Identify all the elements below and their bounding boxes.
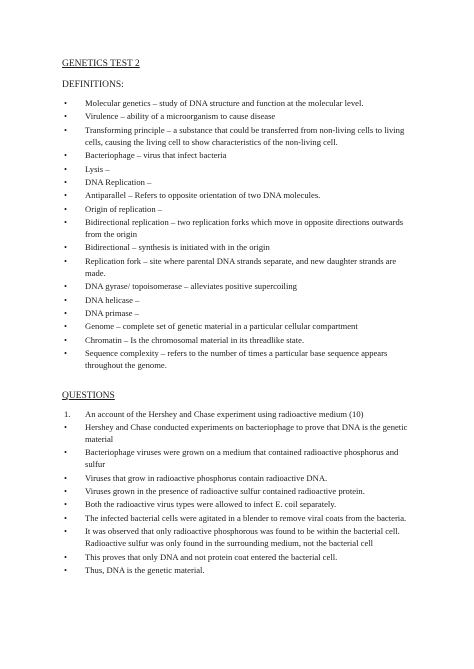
definition-text: Chromatin – Is the chromosomal material in its threadlike state. (85, 334, 305, 345)
answer-item (0, 499, 415, 511)
definition-item (0, 125, 415, 149)
question-text: An account of the Hershey and Chase experiment using radioactive medium (10) (85, 409, 364, 419)
answer-item (0, 552, 415, 564)
bullet-icon: • (64, 472, 68, 483)
definition-item (0, 217, 415, 241)
definition-text: Origin of replication – (85, 203, 163, 214)
bullet-icon: • (64, 348, 68, 359)
answer-item (0, 526, 415, 550)
bullet-icon: • (64, 321, 68, 332)
definition-item (0, 164, 415, 176)
bullet-icon: • (64, 422, 68, 432)
bullet-icon: • (64, 203, 68, 214)
definition-text: Bidirectional replication – two replication forks which move in opposite directions outwards from the origin (85, 217, 404, 240)
answer-item (0, 422, 415, 446)
definition-item (0, 177, 415, 189)
bullet-icon: • (64, 499, 68, 510)
definition-item (0, 98, 415, 110)
definition-text: DNA primase – (85, 308, 139, 318)
definition-text: Transforming principle – a substance that could be transferred from non-living cells to living cells, causing the living cell to show characteristics of the non-living cell. (85, 124, 405, 147)
answer-text: Hershey and Chase conducted experiments on bacteriophage to prove that DNA is the genetic material (85, 422, 408, 444)
bullet-icon: • (64, 190, 68, 201)
bullet-icon: • (64, 281, 68, 292)
definition-text: Virulence – ability of a microorganism to cause disease (85, 111, 276, 122)
bullet-icon: • (64, 150, 68, 161)
bullet-icon: • (64, 98, 68, 108)
definition-item (0, 242, 415, 254)
answers-list (0, 422, 415, 578)
bullet-icon: • (64, 334, 68, 345)
definition-item (0, 321, 415, 333)
definition-text: Genome – complete set of genetic material in a particular cellular compartment (85, 321, 358, 332)
definition-item (0, 111, 415, 123)
bullet-icon: • (64, 124, 68, 135)
definition-text: Sequence complexity – refers to the number of times a particular base sequence appears throughout the genome. (85, 348, 388, 371)
definition-text: Bidirectional – synthesis is initiated with in the origin (85, 242, 270, 253)
definition-text: Replication fork – site where parental DNA strands separate, and new daughter strands are made. (85, 255, 397, 278)
definitions-list (0, 98, 415, 374)
definition-text: Molecular genetics – study of DNA structure and function at the molecular level. (85, 98, 364, 108)
bullet-icon: • (64, 551, 68, 562)
question-number: 1. (64, 409, 71, 419)
definition-item (0, 150, 415, 162)
answer-text: Viruses that grow in radioactive phosphorus contain radioactive DNA. (85, 472, 328, 483)
bullet-icon: • (64, 176, 68, 187)
bullet-icon: • (64, 447, 68, 458)
bullet-icon: • (64, 163, 68, 174)
answer-text: It was observed that only radioactive phosphorous was found to be within the bacterial cell. Radioactive sulfur was only found in the surrounding medium, not the bacterial cell (85, 526, 400, 549)
bullet-icon: • (64, 255, 68, 266)
definition-text: Bacteriophage – virus that infect bacteria (85, 150, 227, 161)
answer-item (0, 486, 415, 498)
definition-item (0, 281, 415, 293)
answer-item (0, 513, 415, 525)
definitions-heading: DEFINITIONS: (62, 80, 124, 90)
document-title: GENETICS TEST 2 (62, 59, 140, 69)
definition-text: Antiparallel – Refers to opposite orientation of two DNA molecules. (85, 190, 321, 201)
answer-text: Thus, DNA is the genetic material. (85, 564, 205, 575)
bullet-icon: • (64, 242, 68, 253)
answer-text: Viruses grown in the presence of radioactive sulfur contained radioactive protein. (85, 486, 365, 497)
questions-heading: QUESTIONS (62, 391, 115, 401)
bullet-icon: • (64, 564, 68, 575)
definition-text: DNA gyrase/ topoisomerase – alleviates positive supercoiling (85, 281, 297, 292)
definition-item (0, 190, 415, 202)
answer-text: Both the radioactive virus types were allowed to infect E. coil separately. (85, 499, 337, 510)
definition-text: DNA helicase – (85, 294, 140, 305)
bullet-icon: • (64, 294, 68, 305)
bullet-icon: • (64, 217, 68, 228)
answer-text: This proves that only DNA and not protein coat entered the bacterial cell. (85, 551, 338, 562)
definition-item (0, 256, 415, 280)
definition-text: Lysis – (85, 163, 110, 174)
definition-text: DNA Replication – (85, 176, 152, 187)
answer-text: The infected bacterial cells were agitated in a blender to remove viral coats from the bacteria. (85, 512, 407, 523)
answer-item (0, 447, 415, 471)
bullet-icon: • (64, 308, 68, 318)
bullet-icon: • (64, 111, 68, 122)
definition-item (0, 295, 415, 307)
answer-item (0, 473, 415, 485)
answer-item (0, 565, 415, 577)
definition-item (0, 308, 415, 320)
bullet-icon: • (64, 486, 68, 497)
bullet-icon: • (64, 512, 68, 523)
definition-item (0, 204, 415, 216)
bullet-icon: • (64, 526, 68, 537)
answer-text: Bacteriophage viruses were grown on a medium that contained radioactive phosphorus and sulfur (85, 447, 399, 470)
definition-item (0, 335, 415, 347)
definition-item (0, 348, 415, 372)
